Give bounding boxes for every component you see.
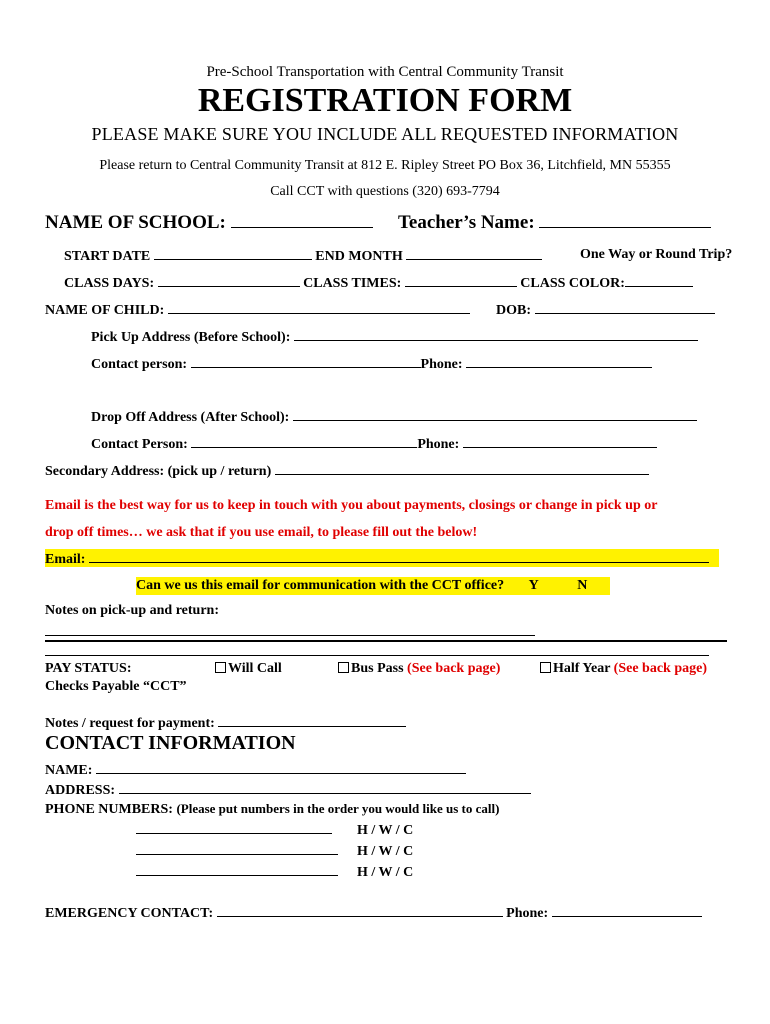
start-date-field[interactable] <box>154 247 312 260</box>
dob-row <box>496 301 715 319</box>
will-call-label: Will Call <box>228 661 282 676</box>
emergency-phone-label: Phone: <box>506 906 549 921</box>
notes-divider <box>45 640 727 642</box>
phone-entry-field-3[interactable] <box>136 863 338 876</box>
email-field[interactable] <box>89 549 709 563</box>
phone-type-3[interactable]: H / W / C <box>357 865 414 880</box>
half-year-note: (See back page) <box>613 661 707 676</box>
phone-numbers-label: PHONE NUMBERS: <box>45 802 173 817</box>
contact-person-field-1[interactable] <box>191 355 421 368</box>
email-consent-row <box>136 577 610 595</box>
phone-entry-field-1[interactable] <box>136 821 332 834</box>
teachers-name-field[interactable] <box>539 215 711 228</box>
dropoff-address-field[interactable] <box>293 408 697 421</box>
phone-entry-3 <box>136 863 413 881</box>
name-of-school-row <box>45 212 373 234</box>
contact-name-label: NAME: <box>45 763 93 778</box>
dropoff-address-row <box>91 408 697 426</box>
email-consent-yes[interactable]: Y <box>528 578 539 593</box>
class-times-field[interactable] <box>405 274 517 287</box>
contact-person-field-2[interactable] <box>191 435 417 448</box>
notes-line-2[interactable] <box>45 655 709 656</box>
notes-request-label: Notes / request for payment: <box>45 716 215 731</box>
half-year-option[interactable] <box>540 661 707 677</box>
will-call-option[interactable] <box>215 661 282 677</box>
secondary-address-label: Secondary Address: (pick up / return) <box>45 464 272 479</box>
name-of-child-field[interactable] <box>168 301 470 314</box>
teachers-name-row <box>398 212 711 234</box>
bus-pass-checkbox[interactable] <box>338 662 349 673</box>
class-times-label: CLASS TIMES: <box>303 276 402 291</box>
bus-pass-note: (See back page) <box>407 661 501 676</box>
emergency-contact-label: EMERGENCY CONTACT: <box>45 906 214 921</box>
phone-label-1: Phone: <box>420 357 463 372</box>
email-consent-question: Can we us this email for communication with the CCT office? <box>136 578 505 593</box>
phone-numbers-note: (Please put numbers in the order you would like us to call) <box>176 801 500 816</box>
pickup-address-label: Pick Up Address (Before School): <box>91 330 291 345</box>
class-info-row <box>64 274 693 292</box>
end-month-label: END MONTH <box>315 249 403 264</box>
dob-field[interactable] <box>535 301 715 314</box>
half-year-label: Half Year <box>553 661 611 676</box>
emergency-contact-row <box>45 904 702 922</box>
phone-type-2[interactable]: H / W / C <box>357 844 414 859</box>
will-call-checkbox[interactable] <box>215 662 226 673</box>
pickup-address-field[interactable] <box>294 328 698 341</box>
contact-name-row <box>45 761 466 779</box>
phone-field-1[interactable] <box>466 355 652 368</box>
name-of-school-label: NAME OF SCHOOL: <box>45 212 226 233</box>
checks-payable-text: Checks Payable “CCT” <box>45 679 187 694</box>
phone-entry-1 <box>136 821 413 839</box>
email-label: Email: <box>45 552 86 567</box>
contact-person-row-1 <box>91 355 652 373</box>
bus-pass-option[interactable] <box>338 661 500 677</box>
email-notice-line-2: drop off times… we ask that if you use email, to please fill out the below! <box>45 525 478 540</box>
class-days-field[interactable] <box>158 274 300 287</box>
email-consent-no[interactable]: N <box>577 578 588 593</box>
pickup-address-row <box>91 328 698 346</box>
pay-status-label: PAY STATUS: <box>45 661 132 676</box>
start-date-row <box>64 247 542 265</box>
instruction-text: PLEASE MAKE SURE YOU INCLUDE ALL REQUESTED INFORMATION <box>91 124 679 144</box>
form-title: REGISTRATION FORM <box>197 82 573 119</box>
emergency-contact-field[interactable] <box>217 904 503 917</box>
school-name-field[interactable] <box>231 215 373 228</box>
phone-entry-field-2[interactable] <box>136 842 338 855</box>
one-way-round-trip-label: One Way or Round Trip? <box>580 247 733 262</box>
half-year-checkbox[interactable] <box>540 662 551 673</box>
contact-address-row <box>45 781 531 799</box>
notes-request-row <box>45 714 406 732</box>
bus-pass-label: Bus Pass <box>351 661 404 676</box>
contact-name-field[interactable] <box>96 761 466 774</box>
return-address: Please return to Central Community Transit at 812 E. Ripley Street PO Box 36, Litchfield, MN 55355 <box>99 158 671 173</box>
contact-person-row-2 <box>91 435 657 453</box>
secondary-address-field[interactable] <box>275 462 649 475</box>
class-days-label: CLASS DAYS: <box>64 276 155 291</box>
contact-person-label-1: Contact person: <box>91 357 188 372</box>
dropoff-address-label: Drop Off Address (After School): <box>91 410 290 425</box>
notes-pickup-label: Notes on pick-up and return: <box>45 603 219 618</box>
end-month-field[interactable] <box>406 247 542 260</box>
notes-request-field[interactable] <box>218 714 406 727</box>
class-color-field[interactable] <box>625 274 693 287</box>
contact-address-field[interactable] <box>119 781 531 794</box>
phone-entry-2 <box>136 842 413 860</box>
phone-label-2: Phone: <box>417 437 460 452</box>
class-color-label: CLASS COLOR: <box>520 276 625 291</box>
contact-person-label-2: Contact Person: <box>91 437 188 452</box>
teachers-name-label: Teacher’s Name: <box>398 212 535 233</box>
contact-information-heading: CONTACT INFORMATION <box>45 732 296 754</box>
phone-field-2[interactable] <box>463 435 657 448</box>
dob-label: DOB: <box>496 303 531 318</box>
form-subtitle: Pre-School Transportation with Central Community Transit <box>206 64 564 80</box>
start-date-label: START DATE <box>64 249 151 264</box>
email-row <box>45 549 719 567</box>
email-notice-line-1: Email is the best way for us to keep in touch with you about payments, closings or change in pick up or <box>45 498 658 513</box>
name-of-child-row <box>45 301 470 319</box>
contact-address-label: ADDRESS: <box>45 783 116 798</box>
call-line: Call CCT with questions (320) 693-7794 <box>270 184 500 199</box>
phone-type-1[interactable]: H / W / C <box>357 823 414 838</box>
notes-line-1[interactable] <box>45 635 535 636</box>
emergency-phone-field[interactable] <box>552 904 702 917</box>
phone-numbers-row <box>45 801 499 818</box>
secondary-address-row <box>45 462 649 480</box>
name-of-child-label: NAME OF CHILD: <box>45 303 165 318</box>
